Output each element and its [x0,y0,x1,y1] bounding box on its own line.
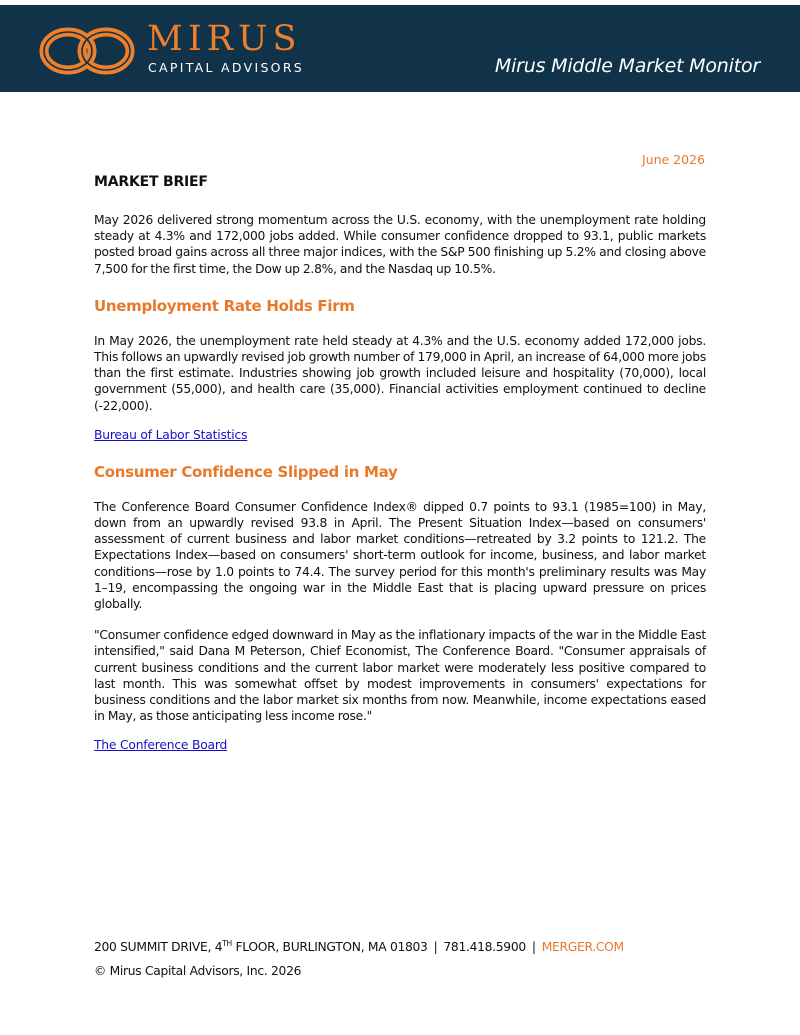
footer-separator: | [531,940,536,954]
consumer-confidence-heading: Consumer Confidence Slipped in May [94,462,398,481]
logo-wordmark: MIRUS [147,19,302,59]
logo-rings-icon [38,27,138,75]
main-content [94,174,706,753]
footer-separator: | [433,940,438,954]
consumer-confidence-paragraph-1: The Conference Board Consumer Confidence Index® dipped 0.7 points to 93.1 (1985=100) in May, down from an upwardly revised 93.8 in April. The Present Situation Index—based on consumers' assessment of current business and labor market conditions—retreated by 3.2 points to 121.2. The Expectations Index—based on consumers' short-term outlook for income, business, and labor market conditions—rose by 1.0 points to 74.4. The survey period for this month's preliminary results was May 1–19, encompassing the ongoing war in the Middle East that is placing upward pressure on prices globally. [94,499,706,612]
phone-number: 781.418.5900 [443,940,526,954]
address-rest: FLOOR, BURLINGTON, MA 01803 [231,940,428,954]
unemployment-heading: Unemployment Rate Holds Firm [94,296,355,315]
address-ordinal: TH [222,938,232,948]
conference-board-link[interactable]: The Conference Board [94,738,228,753]
header-banner [0,5,800,92]
logo-subtitle: CAPITAL ADVISORS [148,60,305,75]
bls-link[interactable]: Bureau of Labor Statistics [94,427,248,442]
unemployment-paragraph: In May 2026, the unemployment rate held steady at 4.3% and the U.S. economy added 172,000 jobs. This follows an upwardly revised job growth number of 179,000 in April, an increase of 64,000 more jobs than the first estimate. Industries showing job growth included leisure and hospitality (70,000), local government (55,000), and health care (35,000). Financial activities employment continued to decline (-22,000). [94,333,706,413]
copyright-notice: © Mirus Capital Advisors, Inc. 2026 [94,964,302,978]
market-brief-title: MARKET BRIEF [94,174,208,190]
address-street: 200 SUMMIT DRIVE, 4 [94,940,223,954]
footer-address-line [94,940,624,954]
newsletter-title: Mirus Middle Market Monitor [494,55,760,77]
issue-date: June 2026 [641,152,705,167]
consumer-confidence-paragraph-2: "Consumer confidence edged downward in May as the inflationary impacts of the war in the Middle East intensified," said Dana M Peterson, Chief Economist, The Conference Board. "Consumer appraisals of current business conditions and the current labor market were moderately less positive compared to last month. This was somewhat offset by modest improvements in consumers' expectations for business conditions and the labor market six months from now. Meanwhile, income expectations eased in May, as those anticipating less income rose." [94,628,706,724]
market-brief-paragraph: May 2026 delivered strong momentum across the U.S. economy, with the unemployment rate holding steady at 4.3% and 172,000 jobs added. While consumer confidence dropped to 93.1, public markets posted broad gains across all three major indices, with the S&P 500 finishing up 5.2% and closing above 7,500 for the first time, the Dow up 2.8%, and the Nasdaq up 10.5%. [94,213,706,276]
website-link[interactable]: MERGER.COM [541,940,624,954]
